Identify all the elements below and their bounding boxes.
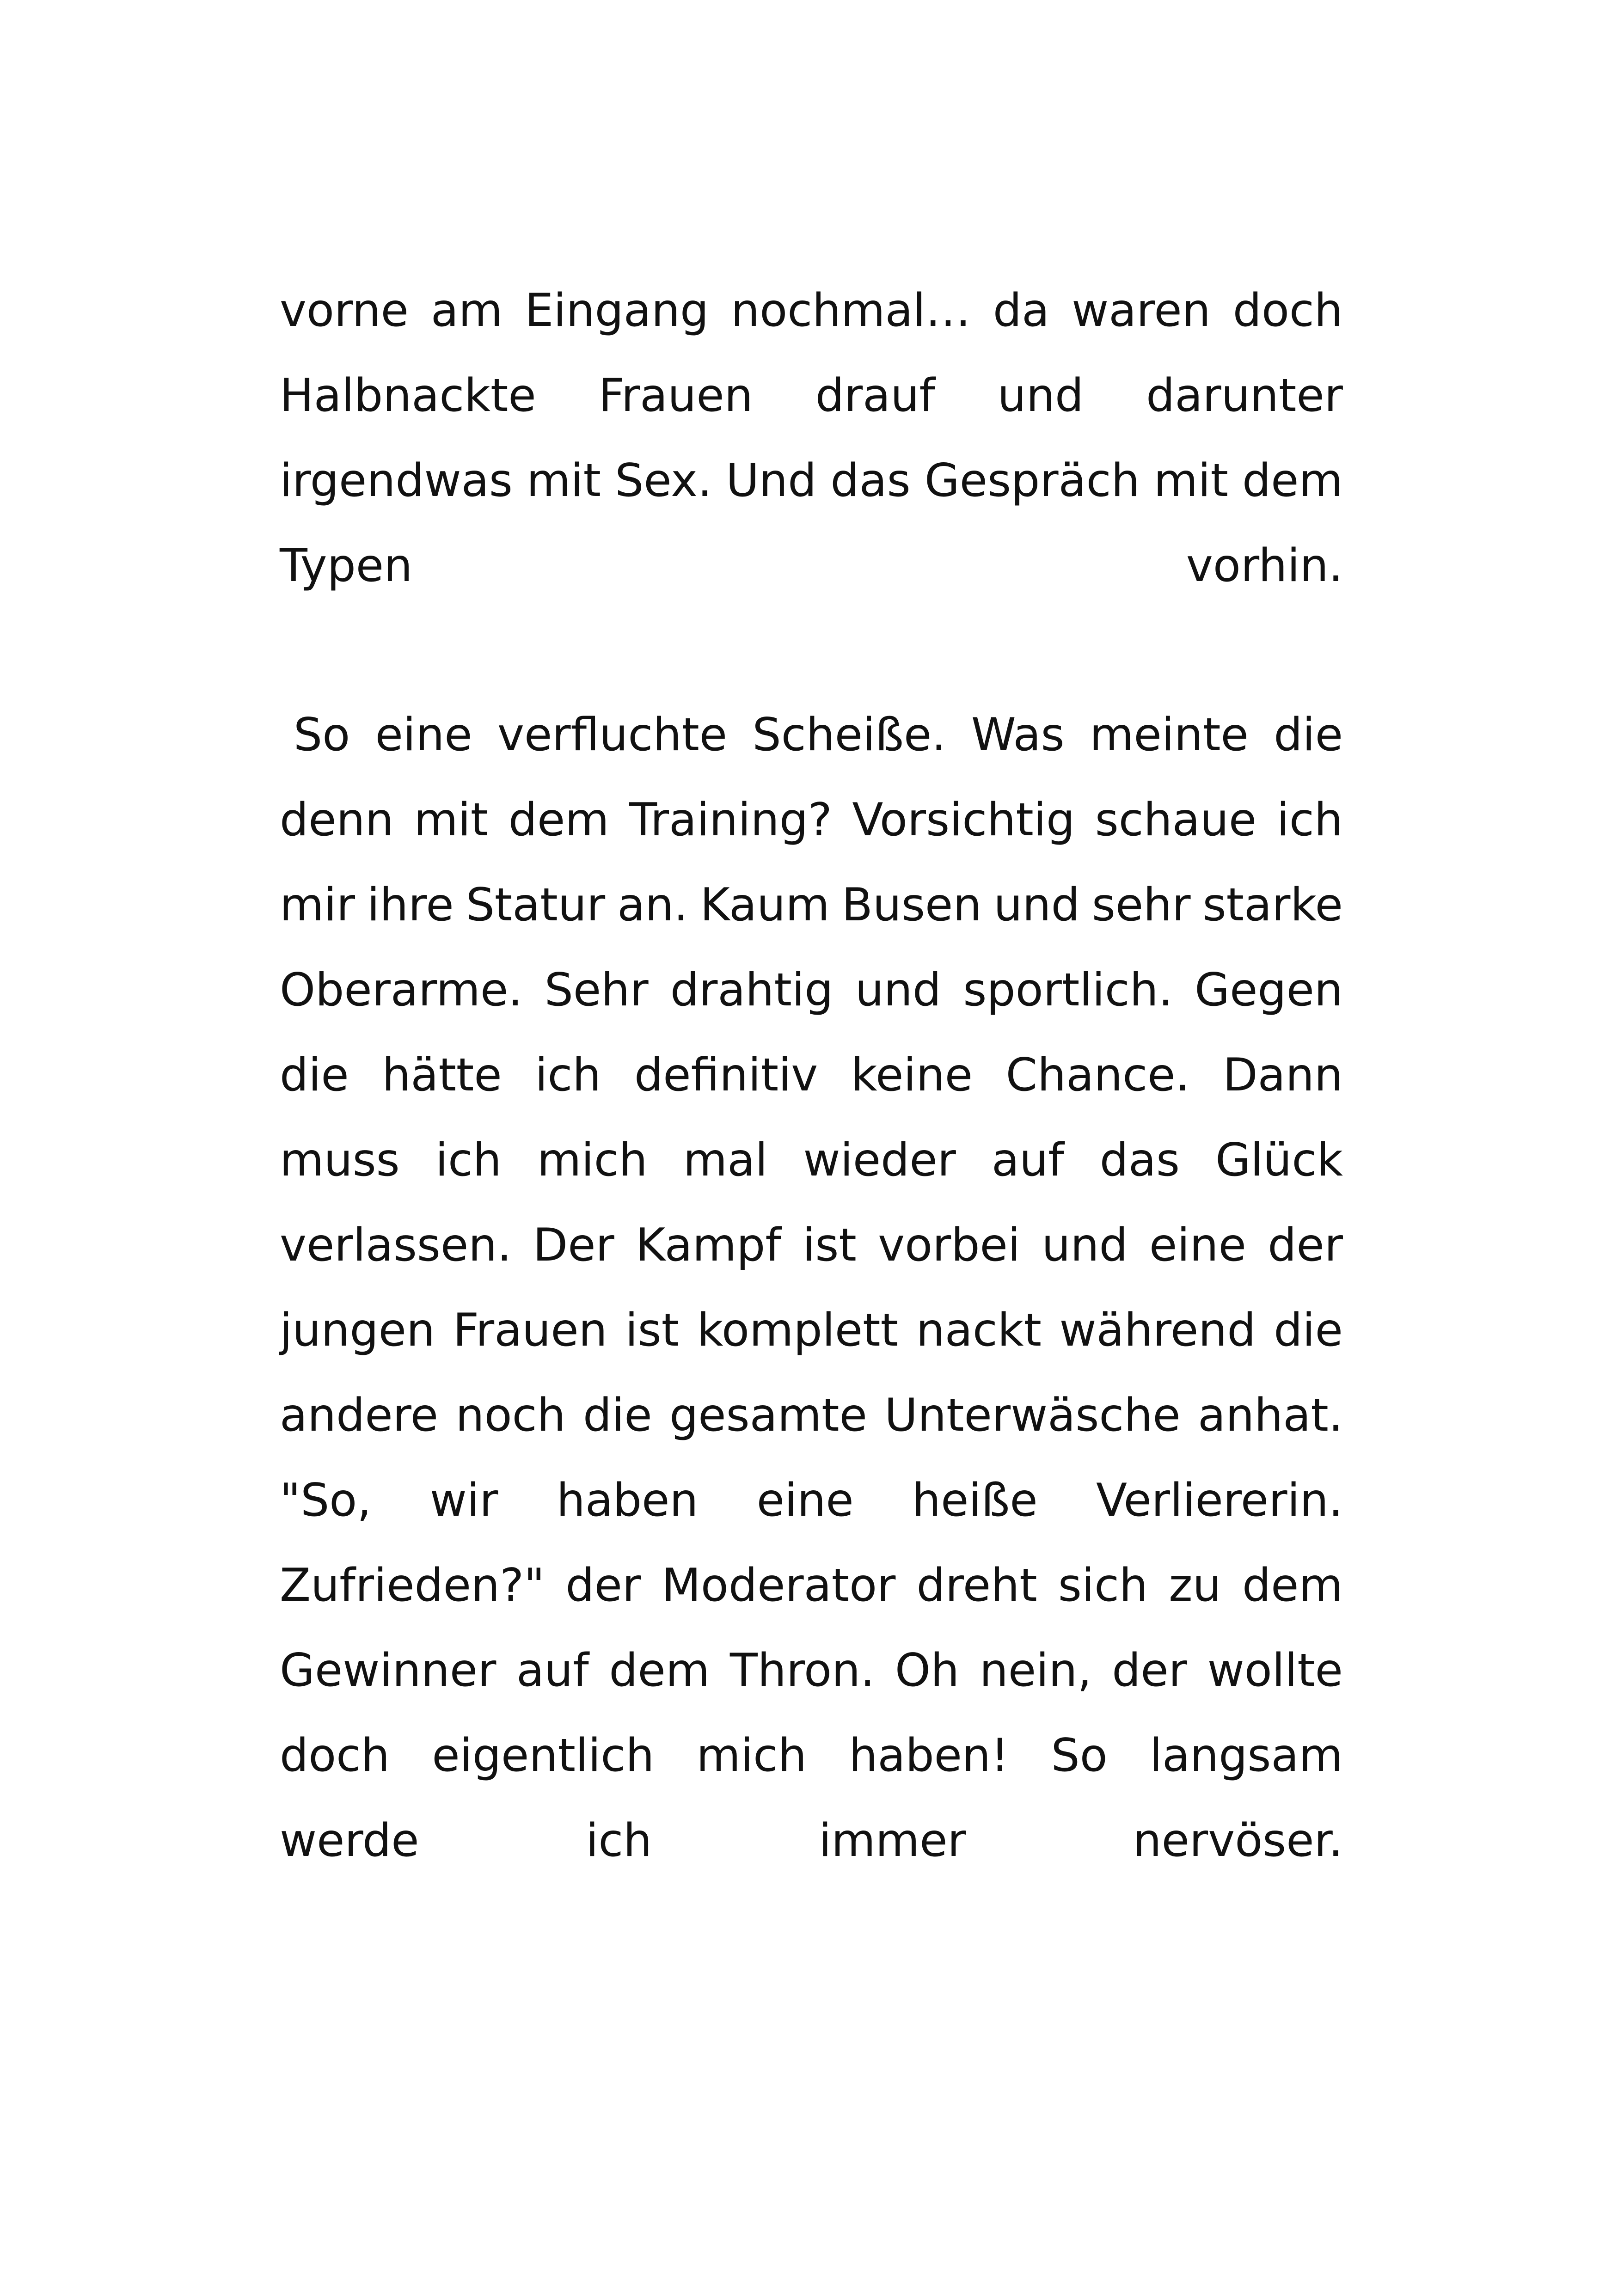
word: während [1059,1304,1256,1357]
word: schaue [1095,794,1257,846]
word: Frauen [598,369,753,422]
word: der [1112,1644,1188,1697]
word: verlassen. [280,1219,512,1272]
word: Der [533,1219,614,1272]
text-line [280,1033,1343,1118]
text-line [280,438,1343,523]
word: auf [992,1134,1064,1187]
word: Oberarme. [280,964,523,1016]
word: nein, [979,1644,1092,1697]
word: Gegen [1195,964,1343,1016]
text-line [280,523,1343,608]
word: eine [1149,1219,1246,1272]
word: und [1042,1219,1128,1272]
word: Sehr [544,964,649,1016]
word: So [1051,1729,1108,1782]
word: starke [1202,879,1343,931]
word: Scheiße. [752,709,946,761]
word: ist [625,1304,680,1357]
word: wir [429,1474,498,1527]
word: hätte [382,1049,502,1102]
word: ihre [367,879,454,931]
text-line [280,1798,1343,1883]
word: nervöser. [1133,1814,1343,1867]
word: drauf [815,369,935,422]
word: das [1099,1134,1180,1187]
word: muss [280,1134,400,1187]
word: Verliererin. [1096,1474,1343,1527]
word: Sex. [615,454,712,507]
word: ich [535,1049,601,1102]
word: Chance. [1005,1049,1190,1102]
text-line [280,1713,1343,1798]
word: Moderator [662,1559,896,1612]
word: nackt [916,1304,1042,1357]
word: die [280,1049,349,1102]
word: haben [556,1474,699,1527]
word: Busen [841,879,982,931]
word: doch [1232,284,1343,337]
text-line [280,692,1343,778]
text-line [280,268,1343,353]
word: wollte [1207,1644,1343,1697]
word: Typen [280,539,413,592]
word: denn [280,794,394,846]
text-line [280,353,1343,438]
word: mit [414,794,489,846]
text-line [280,863,1343,948]
word: Frauen [453,1304,607,1357]
word: Training? [629,794,832,846]
word: langsam [1149,1729,1343,1782]
word: sich [1058,1559,1148,1612]
word: und [855,964,942,1016]
word: Eingang [525,284,709,337]
word: Gewinner [280,1644,496,1697]
word: Was [971,709,1065,761]
word: andere [280,1389,439,1442]
word: Dann [1223,1049,1343,1102]
text-line [280,1118,1343,1203]
word: komplett [697,1304,899,1357]
word: eine [756,1474,854,1527]
word: Kaum [700,879,830,931]
word: der [1268,1219,1343,1272]
word: mal [683,1134,768,1187]
word: "So, [280,1474,372,1527]
word: die [1274,709,1343,761]
word: die [1274,1304,1343,1357]
word: sportlich. [963,964,1173,1016]
word: heiße [912,1474,1038,1527]
word: wieder [803,1134,956,1187]
text-line [280,1458,1343,1543]
word: waren [1072,284,1211,337]
word: haben! [849,1729,1009,1782]
word: nochmal… [731,284,971,337]
word: drahtig [670,964,834,1016]
text-line [280,1373,1343,1458]
word: meinte [1090,709,1249,761]
word: da [993,284,1050,337]
text-line [280,778,1343,863]
word: mit [1153,454,1228,507]
text-line [280,1628,1343,1713]
word: mir [280,879,355,931]
word: noch [455,1389,566,1442]
word: auf [516,1644,589,1697]
word: das [830,454,911,507]
word: definitiv [634,1049,818,1102]
word: mit [526,454,601,507]
word: und [997,369,1084,422]
word: doch [280,1729,390,1782]
word: jungen [280,1304,435,1357]
word: und [993,879,1080,931]
word: verfluchte [497,709,728,761]
word: dem [508,794,609,846]
word: ich [586,1814,652,1867]
word: am [430,284,503,337]
word: irgendwas [280,454,513,507]
word: ich [435,1134,502,1187]
text-line [280,948,1343,1033]
word: dem [1242,1559,1343,1612]
word: So [294,709,350,761]
word: vorne [280,284,409,337]
word: gesamte [669,1389,867,1442]
word: an. [617,879,688,931]
word: Kampf [636,1219,781,1272]
word: der [565,1559,641,1612]
word: ich [1276,794,1343,846]
word: werde [280,1814,419,1867]
word: Thron. [729,1644,875,1697]
word: Vorsichtig [852,794,1075,846]
word: Statur [466,879,606,931]
word: sehr [1091,879,1191,931]
text-line [280,1543,1343,1628]
word: Halbnackte [280,369,536,422]
word: Unterwäsche [884,1389,1181,1442]
word: immer [819,1814,966,1867]
word: Oh [895,1644,960,1697]
word: mich [696,1729,807,1782]
word: eine [375,709,472,761]
text-line [280,1288,1343,1373]
word: mich [537,1134,648,1187]
word: die [582,1389,652,1442]
word: Und [726,454,817,507]
word: dem [1242,454,1343,507]
text-line [280,1203,1343,1288]
word: Gespräch [924,454,1140,507]
word: vorhin. [1186,539,1343,592]
word: eigentlich [432,1729,655,1782]
word: keine [851,1049,973,1102]
word: anhat. [1198,1389,1343,1442]
word: vorbei [878,1219,1021,1272]
word: zu [1169,1559,1221,1612]
word: Glück [1215,1134,1343,1187]
word: ist [803,1219,857,1272]
word: Zufrieden?" [280,1559,545,1612]
word: dem [609,1644,710,1697]
word: dreht [916,1559,1037,1612]
word: darunter [1146,369,1343,422]
